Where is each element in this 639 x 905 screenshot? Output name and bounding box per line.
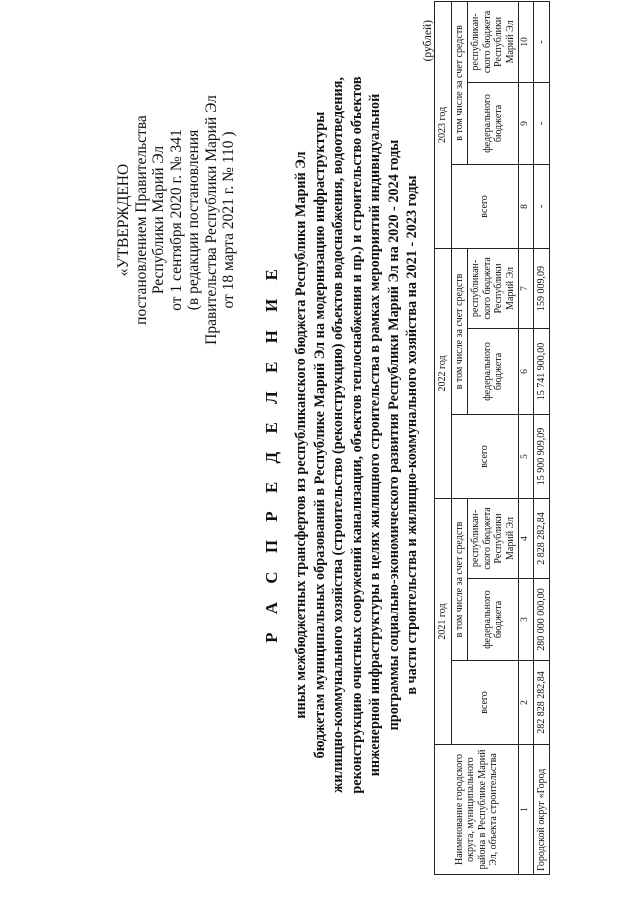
- header-total-2021: всего: [451, 661, 519, 745]
- distribution-table: [434, 1, 550, 875]
- column-number: 8: [519, 164, 534, 248]
- subtitle-line: в части строительства и жилищно-коммунального хозяйства на 2021 - 2023 годы: [404, 175, 420, 695]
- header-total-2022: всего: [451, 414, 519, 498]
- header-federal-2021: федерального бюджета: [468, 579, 519, 661]
- header-incl-2023: в том числе за счет средств: [451, 1, 468, 164]
- subtitle-line: реконструкцию очистных сооружений канализации, объектов теплоснабжения и пр.) и строительство объектов: [348, 76, 365, 794]
- subtitle-line: инженерной инфраструктуры в целях жилищного строительства в рамках мероприятий индивидуальной: [367, 93, 383, 777]
- subtitle-line: бюджетам муниципальных образований в Республике Марий Эл на модернизацию инфраструктуры: [311, 111, 328, 759]
- approval-line: (в редакции постановления: [185, 129, 202, 311]
- subtitle-line: иных межбюджетных трансфертов из республиканского бюджета Республики Марий Эл: [293, 151, 309, 719]
- cell-2022-republic: 159 009,09: [533, 248, 550, 328]
- row-name: Городской округ «Город: [533, 745, 550, 875]
- header-year-2021: 2021 год: [435, 498, 452, 744]
- header-incl-2022: в том числе за счет средств: [451, 248, 468, 414]
- table-row: [533, 1, 550, 874]
- column-number: 2: [519, 661, 534, 745]
- column-number: 4: [519, 498, 534, 578]
- approval-line: «УТВЕРЖДЕНО: [115, 163, 132, 277]
- document-subtitle: [292, 5, 422, 865]
- subtitle-line: программы социально-экономического развития Республики Марий Эл на 2020 - 2024 годы: [385, 139, 402, 731]
- units-label: (рублей): [422, 20, 434, 62]
- column-number: 6: [519, 328, 534, 414]
- cell-2022-total: 15 900 909,09: [533, 414, 550, 498]
- cell-2021-republic: 2 828 282,84: [533, 498, 550, 578]
- approval-stamp: [115, 55, 238, 385]
- approval-line: от 1 сентября 2020 г. № 341: [167, 129, 185, 311]
- cell-2022-federal: 15 741 900,00: [533, 328, 550, 414]
- approval-line: Правительства Республики Марий Эл: [202, 95, 220, 345]
- cell-2021-federal: 280 000 000,00: [533, 579, 550, 661]
- cell-2023-total: -: [533, 164, 550, 248]
- header-total-2023: всего: [451, 164, 519, 248]
- cell-2021-total: 282 828 282,84: [533, 661, 550, 745]
- header-republic-2023: республикан-ского бюджета Республики Марий Эл: [468, 1, 519, 82]
- column-number: 3: [519, 579, 534, 661]
- document-title: Р А С П Р Е Д Е Л Е Н И Е: [262, 262, 281, 643]
- approval-line: от 18 марта 2021 г. № 110 ): [220, 131, 237, 309]
- header-republic-2021: республикан-ского бюджета Республики Марий Эл: [468, 498, 519, 578]
- column-number-row: [519, 1, 534, 874]
- approval-line: Республики Марий Эл: [150, 145, 167, 295]
- header-name: Наименование городского округа, муниципального района в Республике Марий Эл, объекта строительства: [435, 745, 519, 875]
- header-federal-2022: федерального бюджета: [468, 328, 519, 414]
- cell-2023-republic: -: [533, 1, 550, 82]
- header-year-2023: 2023 год: [435, 1, 452, 248]
- column-number: 1: [519, 745, 534, 875]
- column-number: 7: [519, 248, 534, 328]
- column-number: 9: [519, 82, 534, 164]
- subtitle-line: жилищно-коммунального хозяйства (строительство (реконструкцию) объектов водоснабжения, водоотведения,: [330, 77, 346, 793]
- cell-2023-federal: -: [533, 82, 550, 164]
- header-year-2022: 2022 год: [435, 248, 452, 498]
- column-number: 5: [519, 414, 534, 498]
- approval-line: постановлением Правительства: [132, 115, 150, 325]
- header-federal-2023: федерального бюджета: [468, 82, 519, 164]
- column-number: 10: [519, 1, 534, 82]
- header-incl-2021: в том числе за счет средств: [451, 498, 468, 660]
- header-republic-2022: республикан-ского бюджета Республики Марий Эл: [468, 248, 519, 328]
